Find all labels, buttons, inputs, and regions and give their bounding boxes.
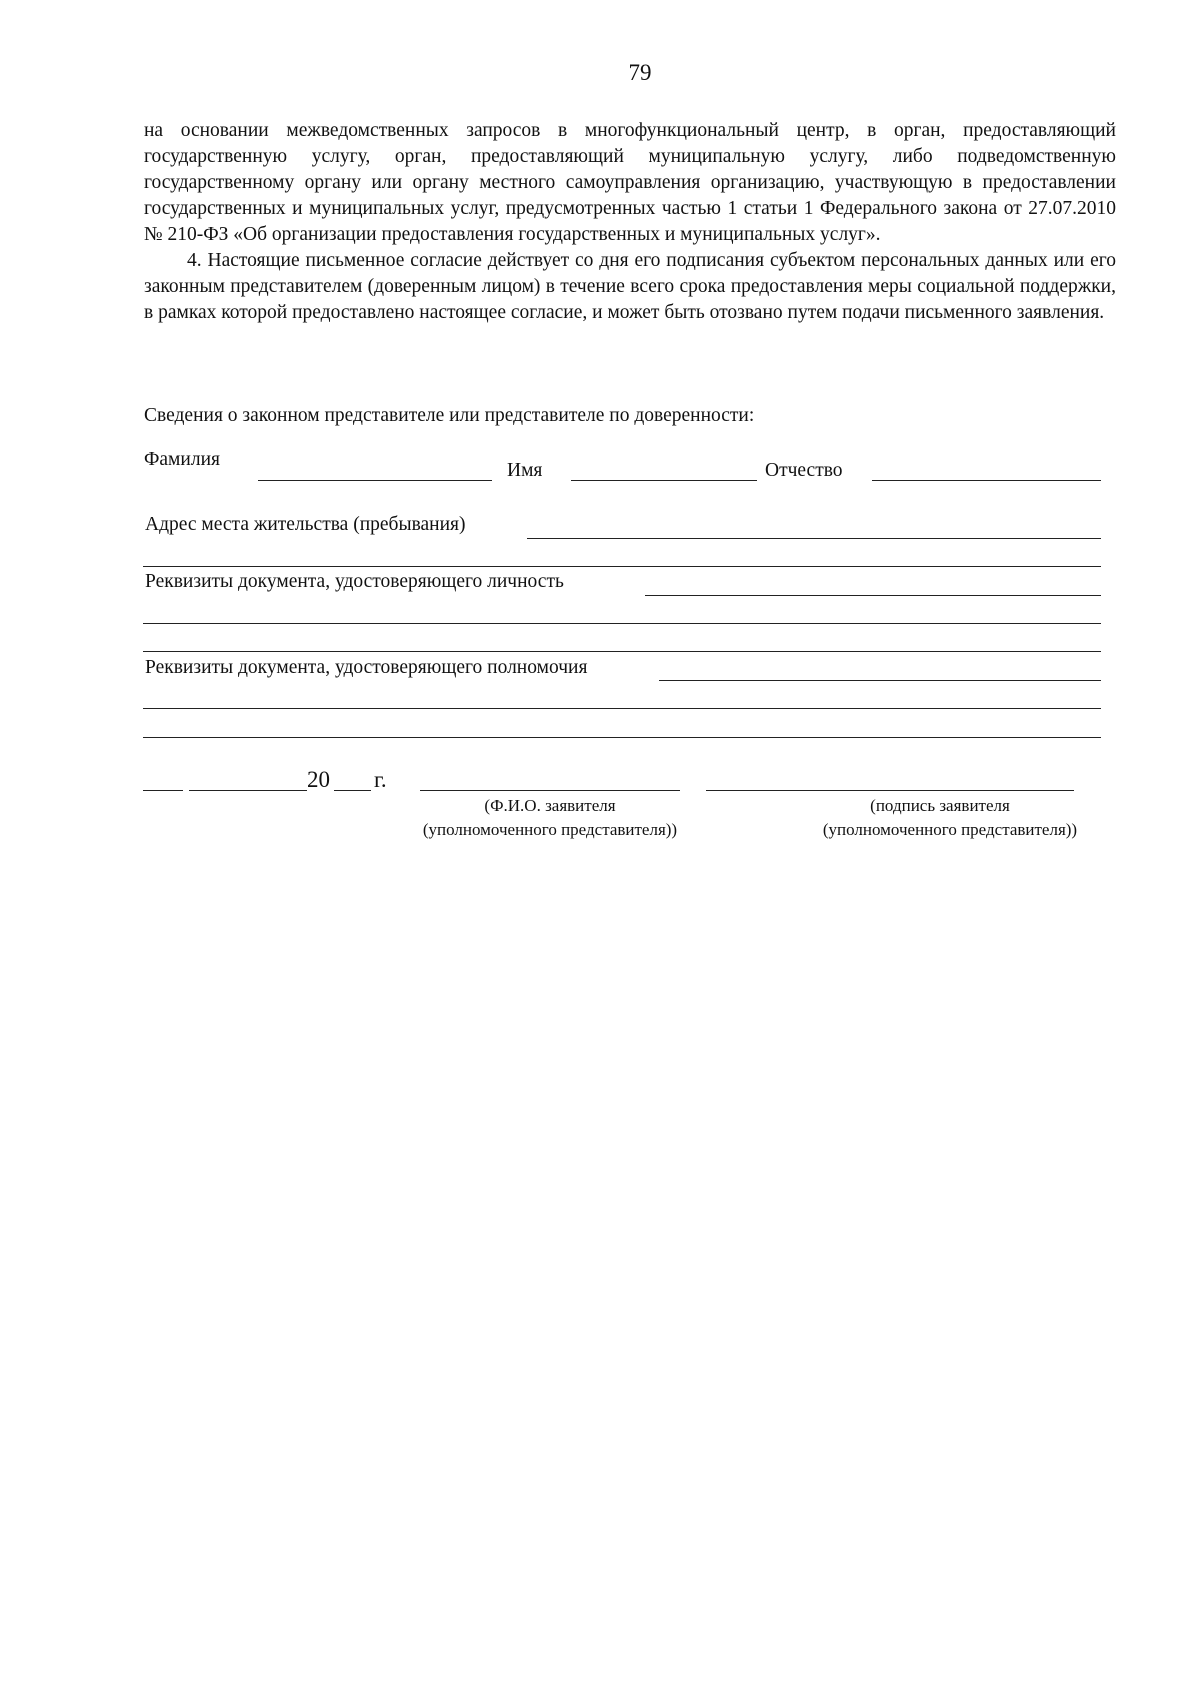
page-number: 79	[628, 60, 652, 85]
authority-doc-field-line-2[interactable]	[143, 708, 1101, 709]
representative-heading: Сведения о законном представителе или представителе по доверенности:	[144, 405, 755, 426]
fio-caption-2: (уполномоченного представителя))	[422, 820, 678, 839]
surname-label: Фамилия	[144, 449, 220, 470]
signature-field[interactable]	[706, 790, 1074, 791]
identity-doc-label: Реквизиты документа, удостоверяющего личность	[145, 571, 564, 592]
identity-doc-field-line-3[interactable]	[143, 651, 1101, 652]
authority-doc-field[interactable]	[659, 680, 1101, 681]
patronymic-label: Отчество	[765, 460, 843, 481]
paragraph-4: 4. Настоящие письменное согласие действует со дня его подписания субъектом персональных данных или его законным представителем (доверенным лицом) в течение всего срока предоставления меры социальной поддержки, в рамках которой предоставлено настоящее согласие, и может быть отозвано путем подачи письменного заявления.	[144, 250, 1116, 323]
address-field-line-2[interactable]	[143, 566, 1101, 567]
date-day-field[interactable]	[143, 790, 183, 791]
date-year-field[interactable]	[334, 790, 371, 791]
year-prefix: 20	[307, 767, 330, 792]
signature-caption-2: (уполномоченного представителя))	[822, 820, 1078, 839]
paragraph-continuation: на основании межведомственных запросов в многофункциональный центр, в орган, предоставляющий государственную услугу, орган, предоставляющий муниципальную услугу, либо подведомственную государственному органу или органу местного самоуправления организацию, участвующую в предоставлении государственных и муниципальных услуг, предусмотренных частью 1 статьи 1 Федерального закона от 27.07.2010 № 210-ФЗ «Об организации предоставления государственных и муниципальных услуг».	[144, 120, 1116, 245]
name-field[interactable]	[571, 480, 757, 481]
identity-doc-field[interactable]	[645, 595, 1101, 596]
signature-caption-1: (подпись заявителя	[870, 796, 1010, 815]
surname-field[interactable]	[258, 480, 492, 481]
name-label: Имя	[507, 460, 543, 481]
fio-caption-1: (Ф.И.О. заявителя	[484, 796, 616, 815]
year-suffix: г.	[374, 767, 387, 792]
body-text	[144, 118, 1116, 326]
date-month-field[interactable]	[189, 790, 307, 791]
address-label: Адрес места жительства (пребывания)	[145, 514, 466, 535]
patronymic-field[interactable]	[872, 480, 1101, 481]
identity-doc-field-line-2[interactable]	[143, 623, 1101, 624]
address-field[interactable]	[527, 538, 1101, 539]
authority-doc-label: Реквизиты документа, удостоверяющего полномочия	[145, 657, 588, 678]
authority-doc-field-line-3[interactable]	[143, 737, 1101, 738]
fio-field[interactable]	[420, 790, 680, 791]
